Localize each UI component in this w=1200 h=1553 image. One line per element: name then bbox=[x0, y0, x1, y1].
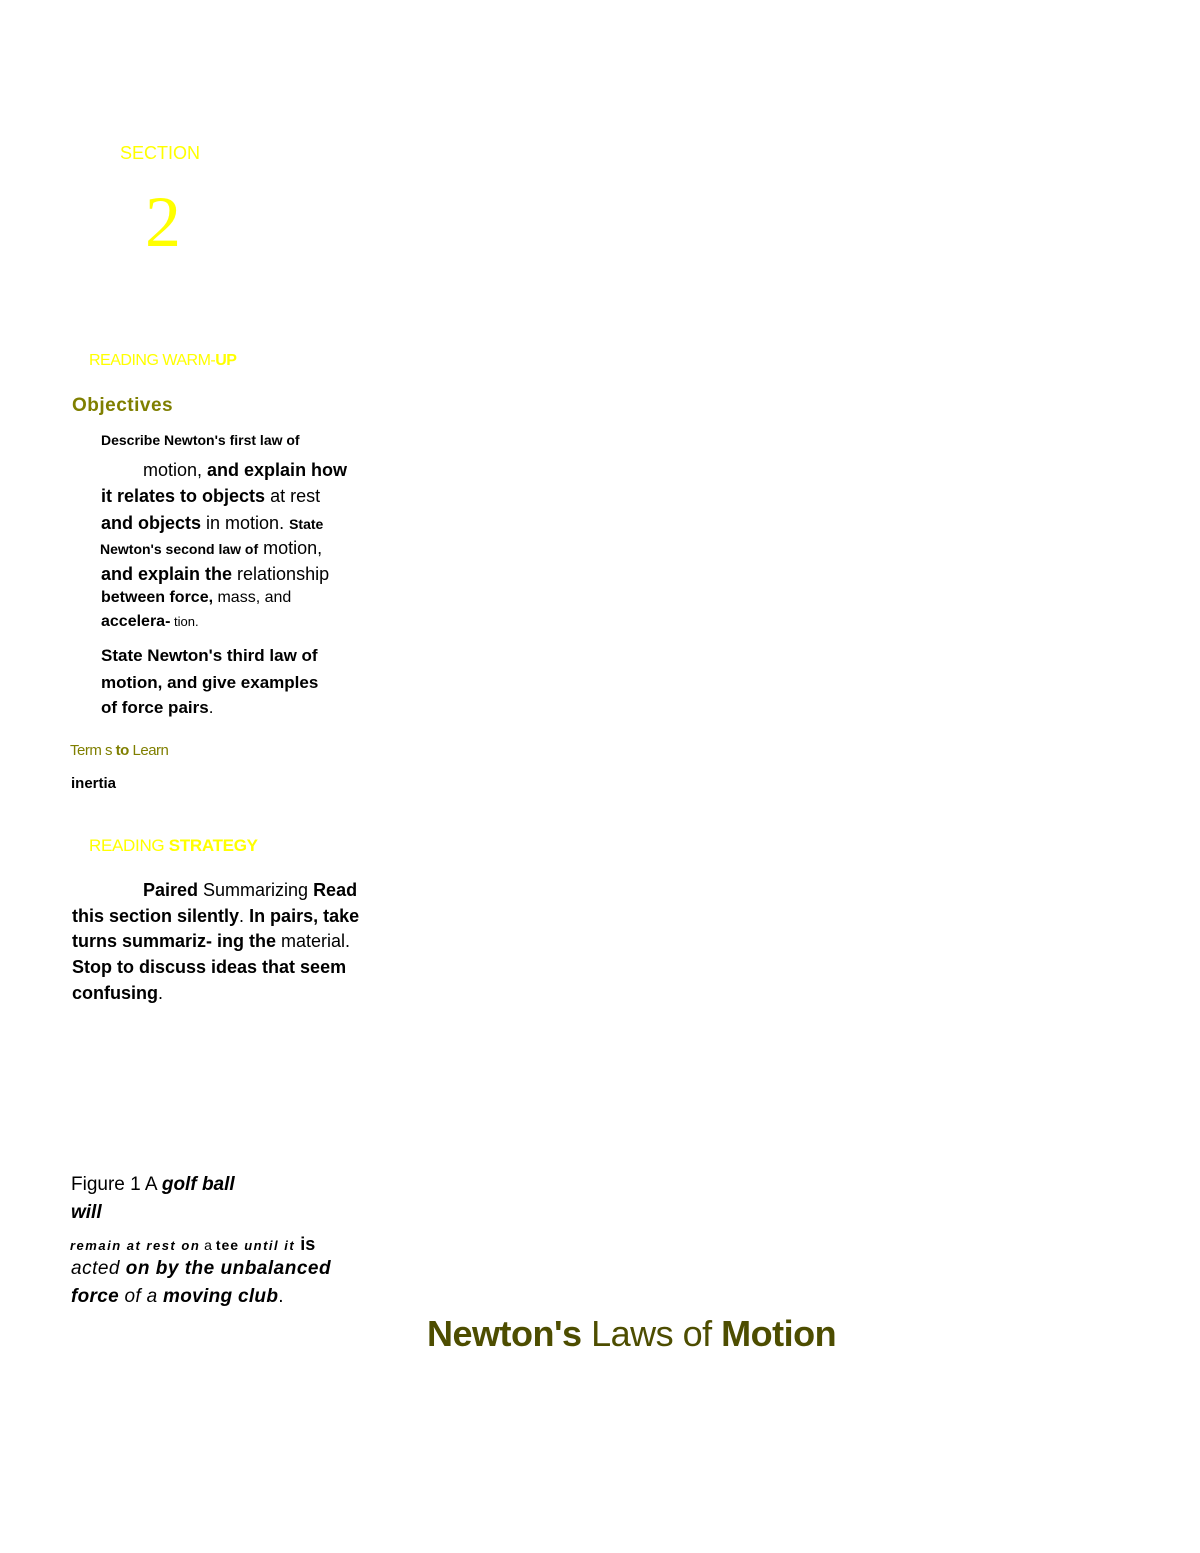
objective-text-bold: Newton's second law of bbox=[100, 541, 259, 557]
term-item: inertia bbox=[71, 775, 117, 792]
terms-heading-emphasis: to bbox=[115, 742, 129, 759]
strategy-line bbox=[72, 983, 163, 1004]
caption-line bbox=[71, 1202, 102, 1224]
strategy-line bbox=[72, 931, 350, 952]
title-text-bold: Newton's bbox=[427, 1313, 582, 1354]
objective-line bbox=[101, 564, 329, 585]
reading-strategy-heading bbox=[89, 836, 258, 856]
objective-text-bold: and explain how bbox=[207, 460, 348, 480]
objective-text-bold: State bbox=[289, 516, 324, 532]
objective-text: motion, bbox=[143, 460, 208, 480]
caption-text-small: remain at rest on bbox=[70, 1238, 201, 1253]
strategy-text: Summarizing bbox=[198, 880, 314, 900]
objective-text-bold: accelera- bbox=[101, 613, 171, 630]
objective-text: mass, and bbox=[213, 589, 292, 606]
objective-text-bold: of force pairs bbox=[101, 698, 209, 717]
caption-text-bold: moving club bbox=[163, 1286, 279, 1307]
objective-text-bold: between force, bbox=[101, 589, 214, 606]
strategy-text-bold: turns summariz- ing the bbox=[72, 931, 277, 951]
strategy-line bbox=[72, 906, 359, 927]
strategy-text-bold: Paired bbox=[143, 880, 199, 900]
caption-text-bold: tee bbox=[215, 1237, 240, 1253]
objective-line bbox=[101, 698, 213, 718]
terms-heading bbox=[70, 742, 168, 759]
caption-text: acted bbox=[71, 1258, 120, 1279]
strategy-heading-text: READING bbox=[89, 836, 169, 855]
strategy-text-bold: this section silently bbox=[72, 906, 240, 926]
title-text-bold: Motion bbox=[721, 1313, 837, 1354]
caption-text-bold: golf ball bbox=[161, 1174, 235, 1195]
objective-line bbox=[101, 513, 323, 534]
objective-line bbox=[143, 460, 347, 481]
objective-line bbox=[100, 538, 322, 559]
objective-text: in motion. bbox=[201, 513, 290, 533]
objective-text: . bbox=[208, 698, 214, 717]
objective-text: at rest bbox=[265, 486, 321, 506]
terms-heading-text: Learn bbox=[128, 742, 169, 759]
title-text: Laws of bbox=[581, 1313, 722, 1354]
caption-line bbox=[71, 1174, 235, 1196]
objective-text: tion. bbox=[170, 614, 199, 629]
objective-text-bold: and explain the bbox=[101, 564, 233, 584]
strategy-text-bold: confusing bbox=[72, 983, 158, 1003]
caption-text: . bbox=[278, 1286, 284, 1307]
objective-line: motion, and give examples bbox=[101, 673, 319, 692]
strategy-text-bold: Read bbox=[313, 880, 358, 900]
strategy-line bbox=[143, 880, 357, 901]
objective-line: State Newton's third law of bbox=[101, 646, 318, 665]
objective-line bbox=[101, 613, 199, 631]
warmup-heading-emphasis: UP bbox=[215, 352, 237, 369]
caption-text-small: until it bbox=[239, 1238, 296, 1253]
caption-text: of a bbox=[118, 1286, 164, 1307]
objective-text-bold: and objects bbox=[101, 513, 202, 533]
caption-text-bold: will bbox=[71, 1202, 102, 1223]
caption-text: Figure 1 A bbox=[71, 1174, 162, 1195]
section-title bbox=[427, 1313, 836, 1355]
strategy-text: . bbox=[158, 983, 164, 1003]
reading-warmup-heading bbox=[89, 352, 236, 370]
warmup-heading-text: READING WARM- bbox=[89, 352, 216, 369]
objective-line: Describe Newton's first law of bbox=[101, 432, 300, 448]
strategy-text-bold: In pairs, take bbox=[249, 906, 360, 926]
caption-text-bold: on by the unbalanced bbox=[119, 1258, 332, 1279]
objective-text: motion, bbox=[258, 538, 323, 558]
caption-line bbox=[71, 1258, 331, 1280]
strategy-heading-emphasis: STRATEGY bbox=[168, 836, 258, 855]
caption-line bbox=[70, 1234, 315, 1255]
caption-text: a bbox=[200, 1237, 216, 1253]
section-label: SECTION bbox=[120, 143, 201, 163]
section-number: 2 bbox=[145, 182, 181, 262]
caption-text-bold: is bbox=[295, 1234, 316, 1254]
strategy-text: . bbox=[239, 906, 250, 926]
strategy-line: Stop to discuss ideas that seem bbox=[72, 957, 347, 977]
objective-text-bold: it relates to objects bbox=[101, 486, 266, 506]
caption-text-bold: force bbox=[71, 1286, 119, 1307]
objectives-heading: Objectives bbox=[72, 395, 174, 416]
terms-heading-text: Term s bbox=[70, 742, 116, 759]
objective-text: relationship bbox=[232, 564, 330, 584]
caption-line bbox=[71, 1286, 284, 1308]
objective-line bbox=[101, 486, 320, 507]
strategy-text: material. bbox=[276, 931, 351, 951]
objective-line bbox=[101, 589, 291, 607]
